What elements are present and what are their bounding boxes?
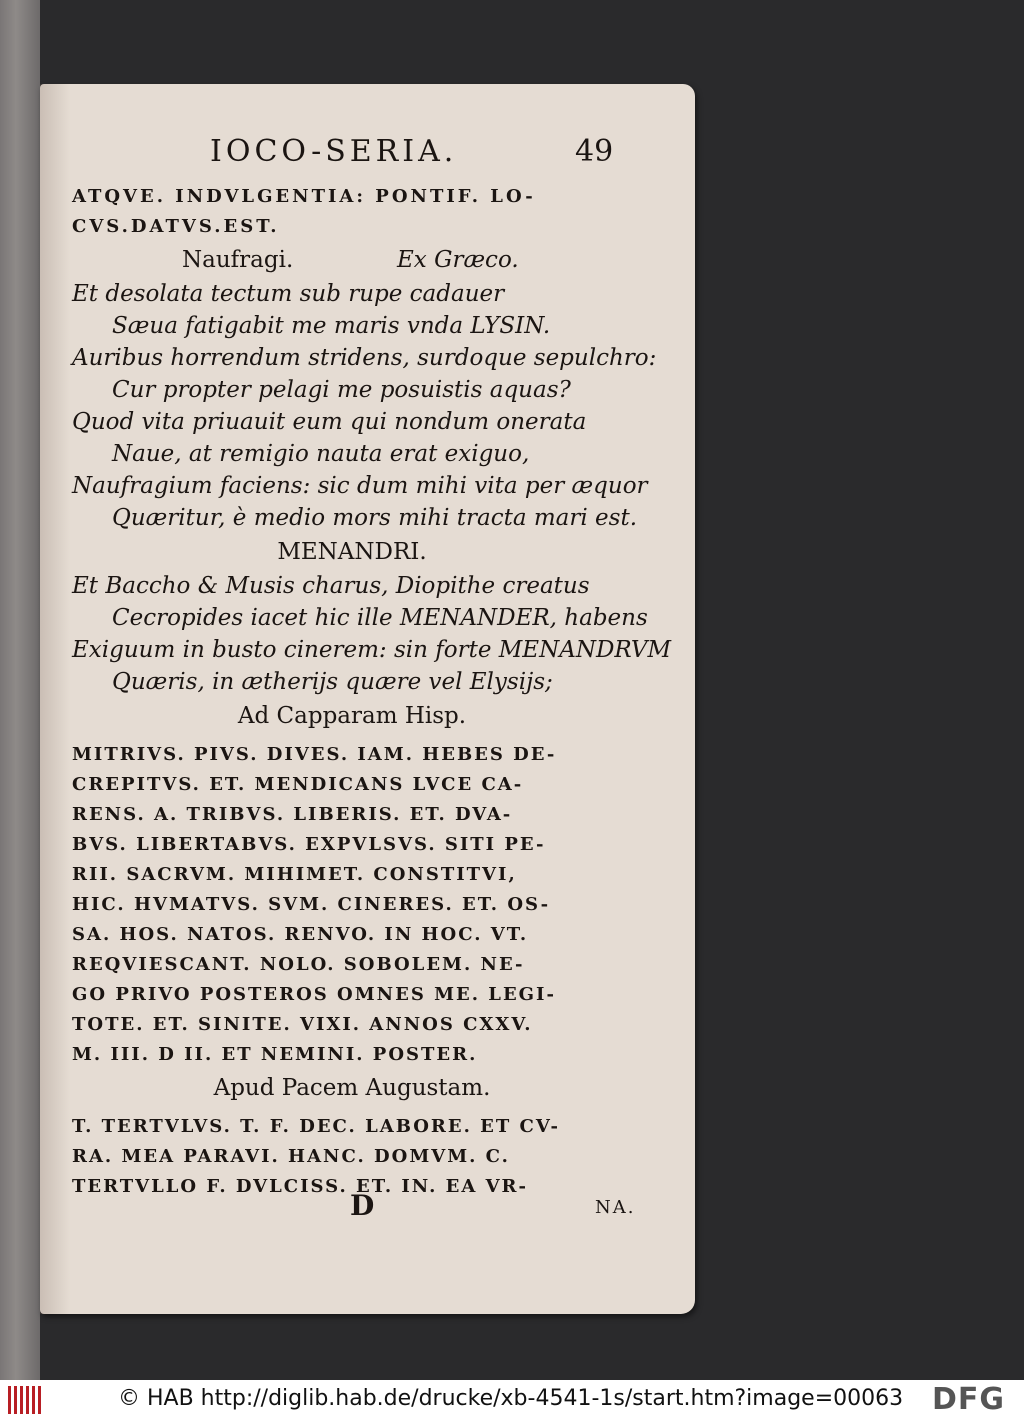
book-page [40,84,695,1314]
naufragi-source: Ex Græco. [397,247,519,273]
inscription-line: M. III. D II. ET NEMINI. POSTER. [72,1044,478,1065]
page-number: 49 [575,134,614,169]
verse-line: Sæua fatigabit me maris vnda LYSIN. [112,313,551,339]
verse-line: Exiguum in busto cinerem: sin forte MENANDRVM [72,637,672,663]
inscription-line: TOTE. ET. SINITE. VIXI. ANNOS CXXV. [72,1014,533,1035]
inscription-line: GO PRIVO POSTEROS OMNES ME. LEGI- [72,984,556,1005]
signature-mark: D [350,1189,375,1222]
verse-line: Naue, at remigio nauta erat exiguo, [112,441,530,467]
verse-line: Auribus horrendum stridens, surdoque sepulchro: [72,345,657,371]
catchword: NA. [595,1197,636,1218]
inscription-line: SA. HOS. NATOS. RENVO. IN HOC. VT. [72,924,529,945]
page-foot [40,1189,695,1225]
copyright-link[interactable]: © HAB http://diglib.hab.de/drucke/xb-4541-1s/start.htm?image=00063 [118,1386,904,1411]
intro-line: ATQVE. INDVLGENTIA: PONTIF. LO- [72,186,536,207]
menandri-heading: MENANDRI. [277,539,427,565]
verse-line: Naufragium faciens: sic dum mihi vita per æquor [72,473,648,499]
inscription-line: RII. SACRVM. MIHIMET. CONSTITVI, [72,864,517,885]
inscription-line: RENS. A. TRIBVS. LIBERIS. ET. DVA- [72,804,513,825]
verse-line: Quod vita priuauit eum qui nondum onerata [72,409,587,435]
verse-line: Et Baccho & Musis charus, Diopithe creatus [72,573,590,599]
inscription-line: MITRIVS. PIVS. DIVES. IAM. HEBES DE- [72,744,557,765]
naufragi-title: Naufragi. [182,247,294,273]
running-title: IOCO-SERIA. [210,134,458,169]
capparam-heading: Ad Capparam Hisp. [237,703,467,729]
verse-line: Quæritur, è medio mors mihi tracta mari est. [112,505,638,531]
inscription-line: T. TERTVLVS. T. F. DEC. LABORE. ET CV- [72,1116,560,1137]
verse-line: Quæris, in ætherijs quære vel Elysijs; [112,669,553,695]
inscription-line: BVS. LIBERTABVS. EXPVLSVS. SITI PE- [72,834,546,855]
inscription-line: TERTVLLO F. DVLCISS. ET. IN. EA VR- [72,1176,528,1197]
naufragi-heading [72,242,632,278]
intro-line: CVS.DATVS.EST. [72,216,280,237]
verse-line: Cur propter pelagi me posuistis aquas? [112,377,571,403]
inscription-line: CREPITVS. ET. MENDICANS LVCE CA- [72,774,524,795]
running-head [40,134,695,174]
verse-line: Et desolata tectum sub rupe cadauer [72,281,505,307]
inscription-line: RA. MEA PARAVI. HANC. DOMVM. C. [72,1146,510,1167]
pacem-heading: Apud Pacem Augustam. [213,1075,491,1101]
barcode-icon [8,1386,44,1414]
footer-bar [0,1380,1024,1419]
inscription-line: HIC. HVMATVS. SVM. CINERES. ET. OS- [72,894,551,915]
inscription-line: REQVIESCANT. NOLO. SOBOLEM. NE- [72,954,525,975]
body-text [72,182,672,1202]
verse-line: Cecropides iacet hic ille MENANDER, habens [112,605,648,631]
dfg-logo: DFG [932,1382,1006,1417]
adjacent-book-edge [0,0,40,1380]
